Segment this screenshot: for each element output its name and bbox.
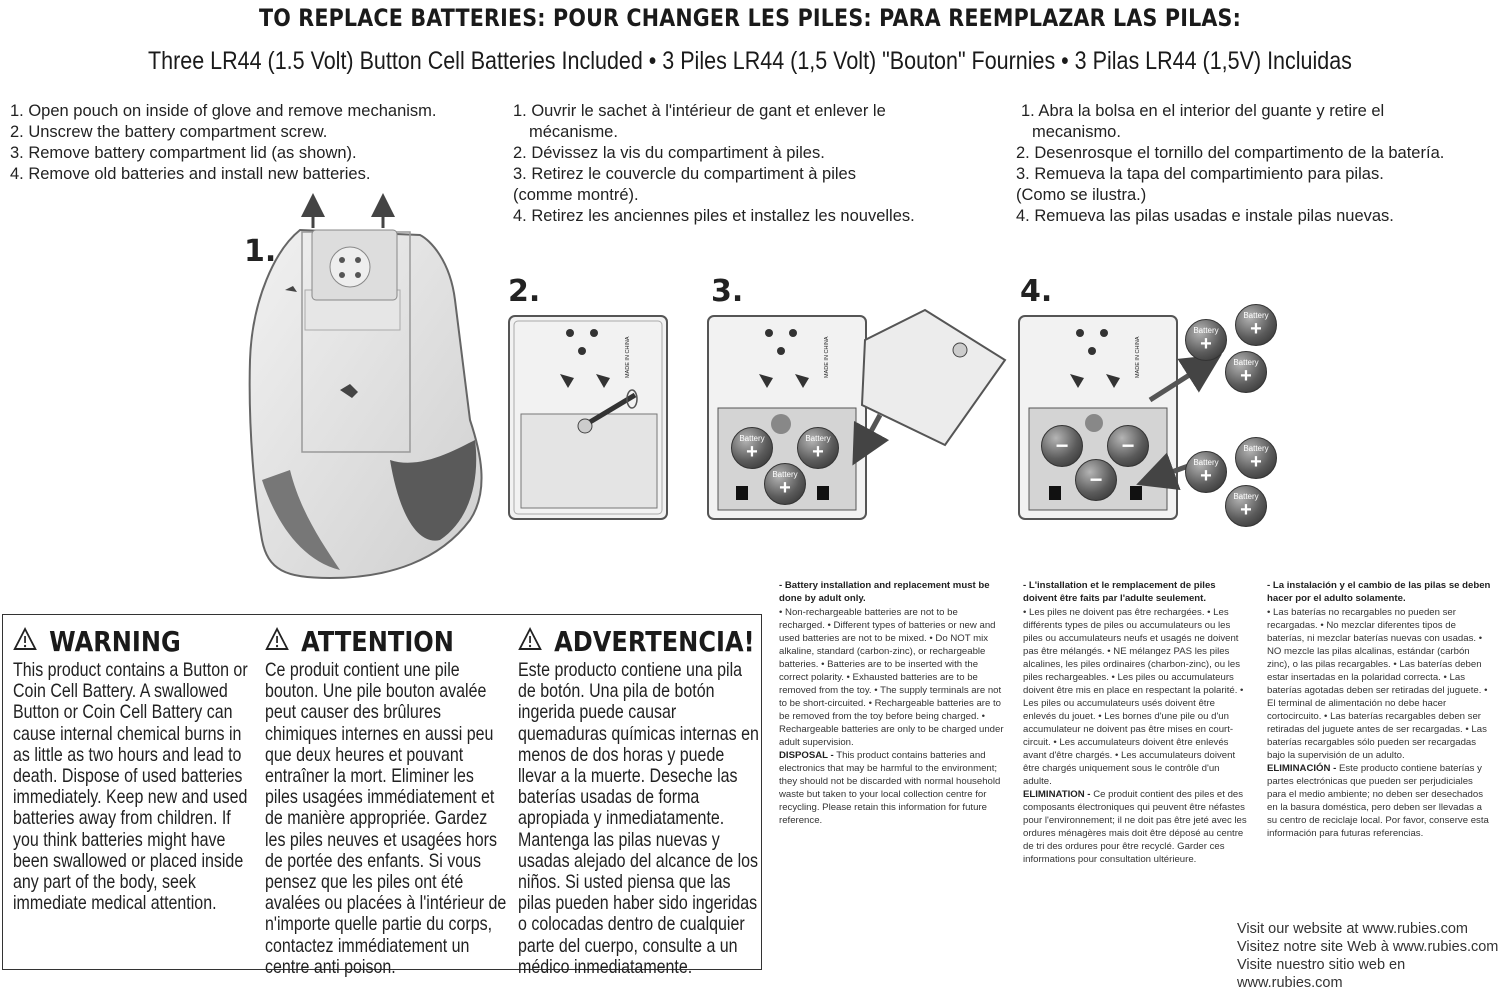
glove-illustration — [250, 205, 482, 578]
website-link-fr: Visitez notre site Web à www.rubies.com — [1237, 939, 1499, 955]
warning-body: Este producto contiene una pila de botón. Una pila de botón ingerida puede causar quemaduras químicas internas en menos de dos horas y puede llevar a la muerte. Deseche las baterías usadas de forma apropiada y inmediatamente. Mantenga las pilas nuevas y usadas alejado del alcance de los niños. Si usted piensa que las pilas pueden haber sido ingeridas o colocadas dentro de cualquier parte del cuerpo, consulte a un médico inmediatamente. — [518, 659, 759, 978]
step-line: 1. Open pouch on inside of glove and remove mechanism. — [10, 102, 437, 120]
step-line: 3. Remove battery compartment lid (as shown). — [10, 144, 357, 162]
step-line: 1. Abra la bolsa en el interior del guante y retire el — [1021, 102, 1385, 120]
step-line: 3. Retirez le couvercle du compartiment à piles — [513, 165, 856, 183]
step-4-number: 4. — [1020, 274, 1053, 309]
warning-english — [13, 625, 258, 914]
step-1-number: 1. — [244, 234, 277, 269]
battery-label: Battery — [805, 434, 831, 443]
step-line: 4. Remueva las pilas usadas e instale pilas nuevas. — [1016, 207, 1394, 225]
warning-triangle-icon — [518, 625, 542, 658]
step-3-number: 3. — [711, 274, 744, 309]
made-in-china-label: MADE IN CHINA — [824, 336, 830, 378]
step-line: 1. Ouvrir le sachet à l'intérieur de gant et enlever le — [513, 102, 886, 120]
minus-sign: − — [1121, 433, 1135, 458]
plus-sign: + — [1240, 365, 1252, 387]
fine-print-french — [1023, 579, 1249, 866]
battery-box-closed — [509, 316, 667, 519]
disposal-label: ELIMINATION - — [1023, 789, 1091, 800]
step-line: 2. Unscrew the battery compartment screw. — [10, 123, 328, 141]
minus-sign: − — [1055, 433, 1069, 458]
plus-sign: + — [746, 441, 758, 463]
step-line: (comme montré). — [513, 186, 639, 204]
warning-triangle-icon — [265, 625, 289, 658]
warning-body: This product contains a Button or Coin Cell Battery. A swallowed Button or Coin Cell Battery can cause internal chemical burns in as little as two hours and lead to death. Dispose of used batteries immediately. Keep new and used batteries away from children. If you think batteries might have been swallowed or placed inside any part of the body, seek immediate medical attention. — [13, 659, 248, 915]
step-line: 2. Desenrosque el tornillo del compartimento de la batería. — [1016, 144, 1445, 162]
disposal-text: Ce produit contient des piles et des composants électroniques qui peuvent être néfastes pour l'environnement; il ne doit pas être jeté avec les ordures ménagères mais doit être déposé au centre de tri des ordures pour être recyclé. Garder ces informations pour consultation ultérieure. — [1023, 789, 1247, 865]
step-line: 3. Remueva la tapa del compartimiento para pilas. — [1016, 165, 1384, 183]
step-line: mécanisme. — [529, 123, 618, 141]
disposal-label: ELIMINACIÓN - — [1267, 763, 1337, 774]
warning-body: Ce produit contient une pile bouton. Une pile bouton avalée peut causer des brûlures chimiques internes en aussi peu que deux heures et pouvant entraîner la mort. Eliminer les piles usagées immédiatement et de manière appropriée. Gardez les piles neuves et usagées hors de portée des enfants. Si vous pensez que les piles ont été avalées ou placées à l'intérieur de n'importe quelle partie du corps, contactez immédiatement un centre anti poison. — [265, 659, 507, 978]
disposal-text: This product contains batteries and electronics that may be harmful to the environment; they should not be discarded with normal household waste but taken to your local collection centre for recycling. Please retain this information for future reference. — [779, 750, 1001, 826]
fine-print-spanish — [1267, 579, 1493, 840]
battery-new — [1235, 304, 1277, 346]
battery-label: Battery — [772, 470, 798, 479]
fine-print-heading: - Battery installation and replacement must be done by adult only. — [779, 580, 990, 604]
plus-sign: + — [779, 477, 791, 499]
battery-label: Battery — [739, 434, 765, 443]
website-link-es: Visite nuestro sitio web en www.rubies.com — [1237, 957, 1406, 991]
step-line: mecanismo. — [1032, 123, 1121, 141]
fine-print-english — [779, 579, 1005, 827]
battery-box-open — [708, 310, 1005, 519]
battery-label: Battery — [1193, 458, 1219, 467]
plus-sign: + — [1200, 465, 1212, 487]
step-line: 4. Remove old batteries and install new batteries. — [10, 165, 371, 183]
fine-print-body: • Las baterías no recargables no pueden ser recargadas. • No mezclar diferentes tipos de baterías, ni mezclar baterías nuevas con usadas. • NO mezcle las pilas alcalinas, estándar (carbón zinc), o las pilas recargables. • Las baterías deben estar insertadas en la polaridad correcta. • Las baterías agotadas deben ser retiradas del juguete. • El terminal de alimentación no debe hacer cortocircuito. • Las baterías recargables deben ser retiradas del juguete antes de ser recargadas. • Las baterías recargables sólo pueden ser recargadas bajo la supervisión de un adulto. — [1267, 607, 1488, 761]
battery-label: Battery — [1233, 358, 1259, 367]
battery-label: Battery — [1193, 326, 1219, 335]
made-in-china-label: MADE IN CHINA — [625, 336, 631, 378]
fine-print-heading: - L'installation et le remplacement de piles doivent être faits par l'adulte seulement. — [1023, 580, 1216, 604]
website-footer — [1237, 920, 1500, 992]
fine-print-heading: - La instalación y el cambio de las pilas se deben hacer por el adulto solamente. — [1267, 580, 1491, 604]
warning-triangle-icon — [13, 625, 37, 658]
battery-new — [797, 427, 839, 469]
fine-print-body: • Les piles ne doivent pas être rechargées. • Les différents types de piles ou accumulateurs ou les piles ou accumulateurs neufs et usagés ne doivent pas être mélangés. • NE mélangez PAS les piles alcalines, les piles ordinaires (charbon-zinc), ou les piles rechargeables. • Les piles ou accumulateurs doivent être mis en place en respectant la polarité. • Les piles ou accumulateurs usés doivent être enlevés du jouet. • Les bornes d'une pile ou d'un accumulateur ne doivent pas être mises en court-circuit. • Les accumulateurs doivent être enlevés avant d'être chargés. • Les accumulateurs doivent être chargés uniquement sous le contrôle d'un adulte. — [1023, 607, 1244, 787]
step-2-number: 2. — [508, 274, 541, 309]
page-title: TO REPLACE BATTERIES: POUR CHANGER LES PILES: PARA REEMPLAZAR LAS PILAS: — [258, 4, 1242, 32]
warning-title: ADVERTENCIA! — [554, 625, 755, 658]
fine-print-body: • Non-rechargeable batteries are not to be recharged. • Different types of batteries or new and used batteries are not to be mixed. • Do NOT mix alkaline, standard (carbon-zinc), or rechargeable batteries. • Batteries are to be inserted with the correct polarity. • Exhausted batteries are to be removed from the toy. • The supply terminals are not to be short-circuited. • Rechargeable batteries are to be removed from the toy before being charged. • Rechargeable batteries are only to be charged under adult supervision. — [779, 607, 1004, 748]
website-link-en: Visit our website at www.rubies.com — [1237, 921, 1469, 937]
battery-new — [1225, 485, 1267, 527]
plus-sign: + — [1250, 318, 1262, 340]
warning-spanish — [518, 625, 763, 978]
warning-title: ATTENTION — [301, 625, 454, 658]
plus-sign: + — [1200, 333, 1212, 355]
warning-french — [265, 625, 510, 978]
battery-label: Battery — [1243, 444, 1269, 453]
battery-new — [764, 463, 806, 505]
warning-title: WARNING — [49, 625, 181, 658]
made-in-china-label: MADE IN CHINA — [1135, 336, 1141, 378]
battery-new — [1225, 351, 1267, 393]
disposal-text: Este producto contiene baterías y partes electrónicas que pueden ser perjudiciales para el medio ambiente; no deben ser desechados en la basura doméstica, pero deben ser llevadas a su centro de reciclaje local. Por favor, conserve esta información para futuras referencias. — [1267, 763, 1489, 839]
battery-label: Battery — [1243, 311, 1269, 320]
plus-sign: + — [1240, 499, 1252, 521]
battery-new — [1185, 319, 1227, 361]
step-line: 2. Dévissez la vis du compartiment à piles. — [513, 144, 825, 162]
battery-label: Battery — [1233, 492, 1259, 501]
minus-sign: − — [1089, 467, 1103, 492]
plus-sign: + — [1250, 451, 1262, 473]
battery-new — [1185, 451, 1227, 493]
step-line: (Como se ilustra.) — [1016, 186, 1147, 204]
disposal-label: DISPOSAL - — [779, 750, 834, 761]
plus-sign: + — [812, 441, 824, 463]
step-line: 4. Retirez les anciennes piles et installez les nouvelles. — [513, 207, 915, 225]
page-subtitle: Three LR44 (1.5 Volt) Button Cell Batteries Included • 3 Piles LR44 (1,5 Volt) "Bouton" Fournies • 3 Pilas LR44 (1,5V) Incluidas — [148, 47, 1352, 75]
warning-box — [2, 614, 762, 978]
battery-old — [1075, 459, 1117, 501]
battery-new — [731, 427, 773, 469]
battery-new — [1235, 437, 1277, 479]
